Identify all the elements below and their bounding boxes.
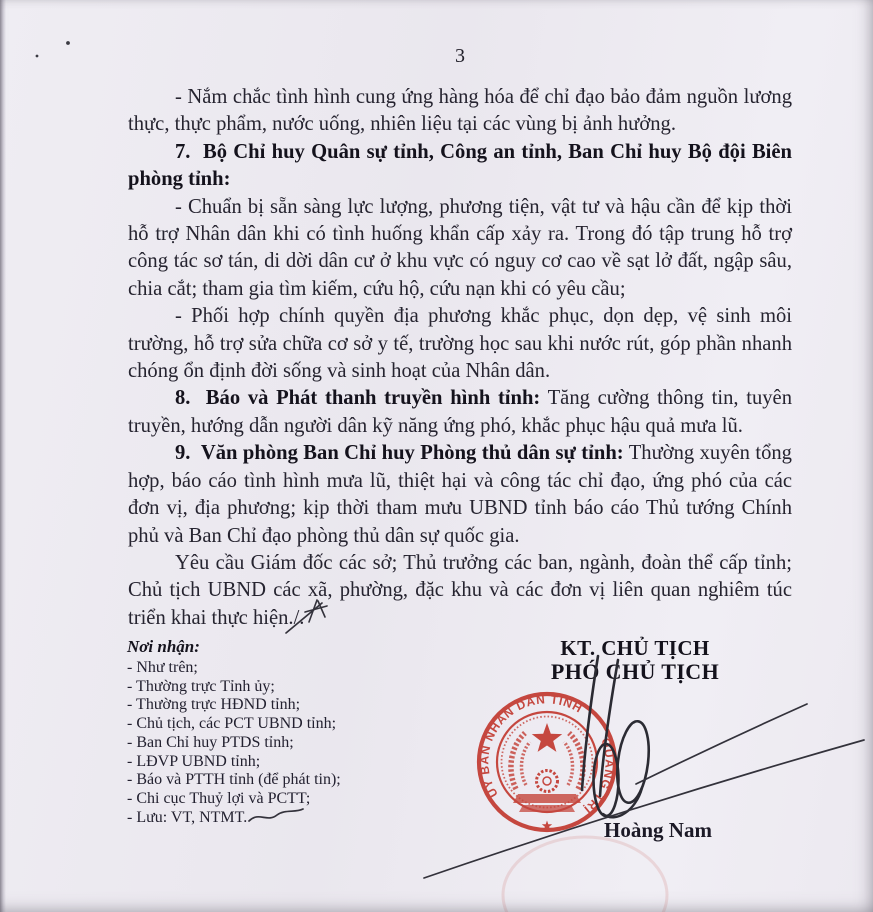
section-9-heading: 9. Văn phòng Ban Chỉ huy Phòng thủ dân sự tỉnh: [175,442,624,465]
ghost-seal-imprint [503,837,667,912]
emblem-banner [513,794,581,812]
paragraph-forces-ready [128,194,792,304]
paragraph-text: - Nắm chắc tình hình cung ứng hàng hóa để chỉ đạo bảo đảm nguồn lương thực, thực phẩm, nước uống, nhiên liệu tại các vùng bị ảnh hưởng. [128,86,792,136]
official-seal-stamp [472,687,622,837]
recipient-line: - Ban Chỉ huy PTDS tỉnh; [127,733,294,751]
national-emblem [511,723,583,812]
paragraph-coordinate-cleanup [128,303,792,385]
signature-title-block [500,636,770,684]
section-9-paragraph [128,440,792,550]
recipient-line: - LĐVP UBND tỉnh; [127,752,261,770]
recipient-line: - Thường trực HĐND tỉnh; [127,696,301,714]
closing-paragraph [128,550,792,632]
section-8-paragraph [128,385,792,440]
recipients-block [127,637,341,827]
section-7-heading [128,139,792,194]
recipient-line: - Báo và PTTH tỉnh (để phát tin); [127,771,341,789]
signer-title-line2: PHÓ CHỦ TỊCH [550,659,720,684]
signer-name: Hoàng Nam [604,818,712,842]
document-body [128,84,792,632]
ink-specks [36,41,70,57]
paragraph-text: Thường xuyên tổng hợp, báo cáo tình hình mưa lũ, thiệt hại và công tác chỉ đạo, ứng phó của các đơn vị, địa phương; kịp thời tham mưu UBND tỉnh báo cáo Thủ tướng Chính phủ và Ban Chỉ đạo phòng thủ dân sự quốc gia. [128,442,792,547]
emblem-star [532,723,562,752]
recipients-label: Nơi nhận: [127,637,200,656]
signer-title-line1: KT. CHỦ TỊCH [560,636,710,660]
paragraph-text: - Phối hợp chính quyền địa phương khắc phục, dọn dẹp, vệ sinh môi trường, hỗ trợ sửa chữa cơ sở y tế, trường học sau khi nước rút, góp phần nhanh chóng ổn định đời sống và sinh hoạt của Nhân dân. [128,305,792,383]
recipient-line: - Chi cục Thuỷ lợi và PCTT; [127,789,311,807]
recipient-line: - Thường trực Tỉnh ủy; [127,677,275,695]
page-number: 3 [455,45,465,67]
paragraph-text: - Chuẩn bị sẵn sàng lực lượng, phương tiện, vật tư và hậu cần để kịp thời hỗ trợ Nhân dân khi có tình huống khẩn cấp xảy ra. Trong đó tập trung hỗ trợ công tác sơ tán, di dời dân cư ở khu vực có nguy cơ cao về sạt lở đất, ngập sâu, chia cắt; tham gia tìm kiếm, cứu hộ, cứu nạn khi có yêu cầu; [128,195,792,300]
paragraph-supply-goods [128,84,792,139]
recipient-line: - Lưu: VT, NTMT. [127,808,248,826]
recipient-line: - Như trên; [127,659,198,676]
seal-province-text: QUẢNG TRỊ [580,736,617,817]
section-8-heading: 8. Báo và Phát thanh truyền hình tỉnh: [175,387,541,410]
recipient-line: - Chủ tịch, các PCT UBND tỉnh; [127,715,337,733]
heading-text: 7. Bộ Chỉ huy Quân sự tỉnh, Công an tỉnh, Ban Chỉ huy Bộ đội Biên phòng tỉnh: [128,140,792,191]
seal-org-text: ỦY BAN NHÂN DÂN TỈNH [477,692,585,800]
paragraph-text: Tăng cường thông tin, tuyên truyền, hướng dẫn người dân kỹ năng ứng phó, khắc phục hậu quả mưa lũ. [128,387,792,437]
emblem-cogwheel [537,771,558,792]
paragraph-text: Yêu cầu Giám đốc các sở; Thủ trưởng các ban, ngành, đoàn thể cấp tỉnh; Chủ tịch UBND các xã, phường, đặc khu và các đơn vị liên quan nghiêm túc triển khai thực hiện./. [128,551,792,629]
